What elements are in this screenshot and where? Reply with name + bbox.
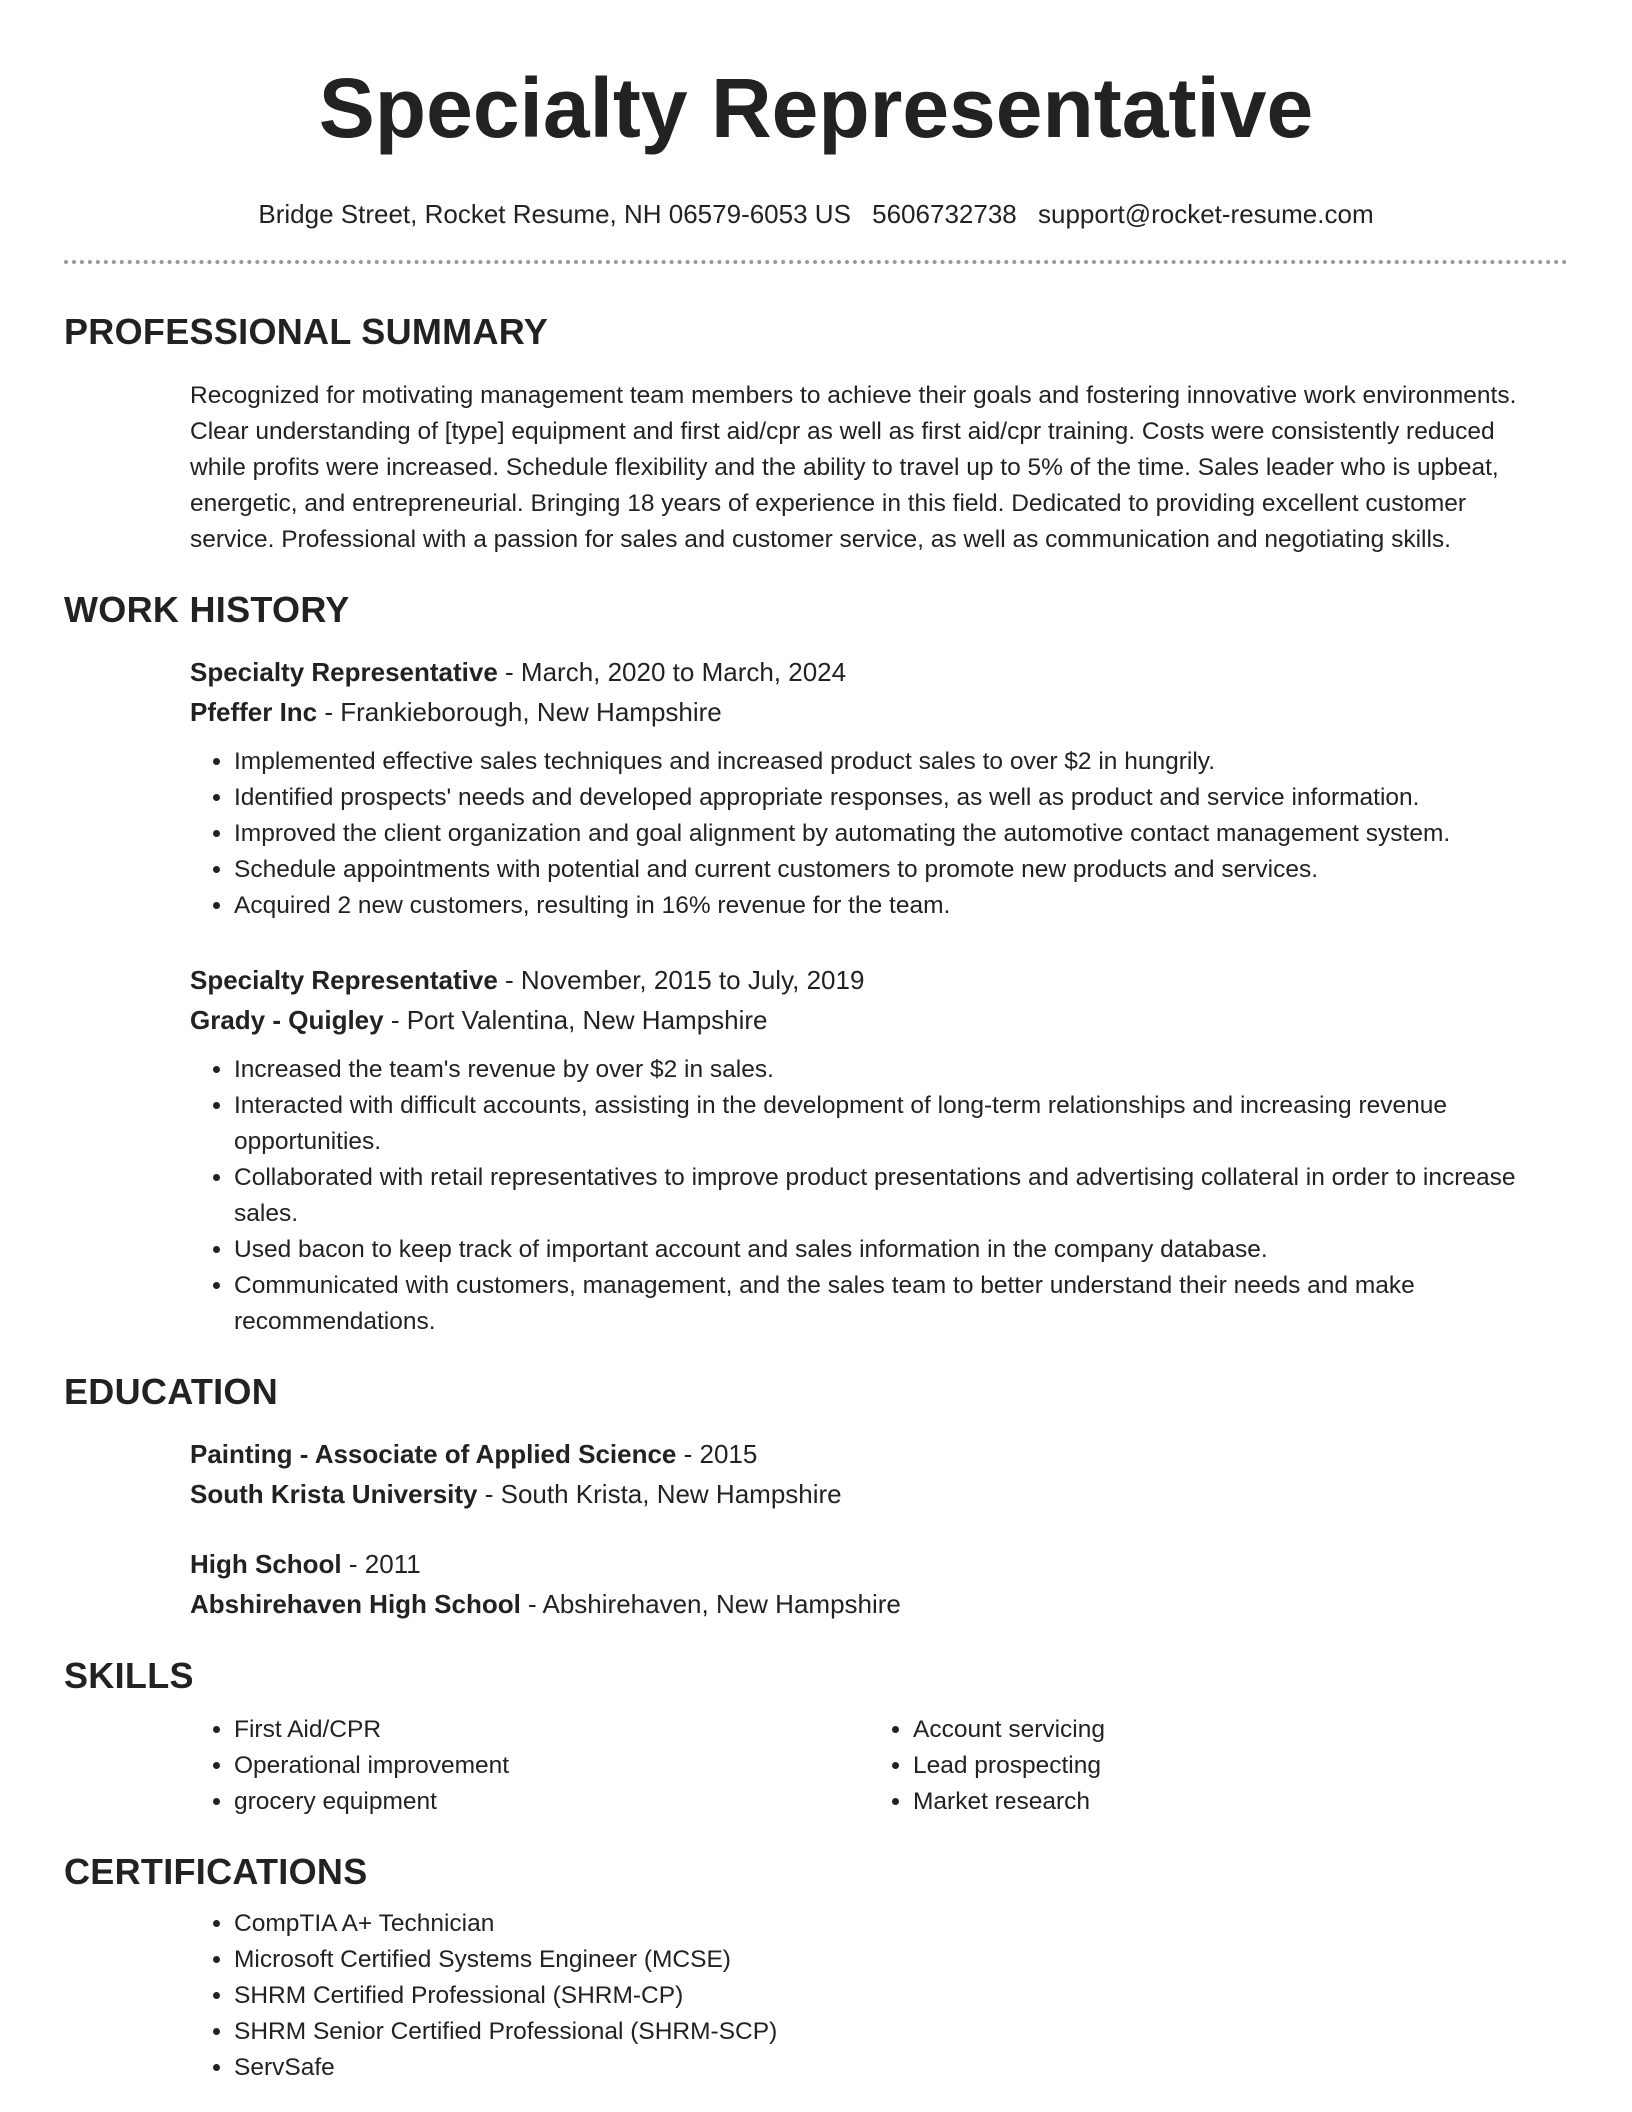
contact-line [64,196,1568,232]
job-dates: - March, 2020 to March, 2024 [497,657,847,687]
education-section [64,1434,1568,1624]
list-item: • Improved the client organization and goal alignment by automating the automotive contact management system. [234,816,1548,852]
list-item: • SHRM Senior Certified Professional (SHRM-SCP) [234,2014,1548,2050]
certifications-section [64,1906,1568,2086]
job-bullets [190,1052,1548,1340]
school-name: South Krista University [190,1479,478,1509]
list-item: • First Aid/CPR [234,1712,869,1748]
job-role: Specialty Representative [190,657,498,687]
job-location: - Frankieborough, New Hampshire [317,697,722,727]
resume-name: Specialty Representative [318,61,1314,155]
skills-grid [190,1712,1548,1820]
certifications-heading: CERTIFICATIONS [64,1851,368,1892]
job-role: Specialty Representative [190,965,498,995]
contact-address: Bridge Street, Rocket Resume, NH 06579-6053 US [258,199,851,229]
list-item: • CompTIA A+ Technician [234,1906,1548,1942]
degree-year: - 2011 [341,1549,421,1579]
list-item: • Collaborated with retail representatives to improve product presentations and advertising collateral in order to increase sales. [234,1160,1548,1232]
school-line [190,1584,1548,1624]
work-history-heading: WORK HISTORY [64,589,350,630]
list-item: • Implemented effective sales techniques and increased product sales to over $2 in hungrily. [234,744,1548,780]
list-item: • Market research [913,1784,1548,1820]
skills-column-left [190,1712,869,1820]
job-title-line [190,652,1548,692]
certifications-list [190,1906,1548,2086]
degree-name: Painting - Associate of Applied Science [190,1439,677,1469]
summary-text: Recognized for motivating management team members to achieve their goals and fostering innovative work environments. Clear understanding of [type] equipment and first aid/cpr as well as first aid/cpr training. Costs were consistently reduced while profits were increased. Schedule flexibility and the ability to travel up to 5% of the time. Sales leader who is upbeat, energetic, and entrepreneurial. Bringing 18 years of experience in this field. Dedicated to providing excellent customer service. Professional with a passion for sales and customer service, as well as communication and negotiating skills. [190,382,1517,553]
contact-email: support@rocket-resume.com [1037,199,1374,229]
header-divider [64,260,1568,264]
job-bullets [190,744,1548,924]
school-line [190,1474,1548,1514]
job-company-line [190,692,1548,732]
list-item: • Used bacon to keep track of important account and sales information in the company database. [234,1232,1548,1268]
education-heading: EDUCATION [64,1371,279,1412]
degree-name: High School [190,1549,342,1579]
list-item: • Microsoft Certified Systems Engineer (MCSE) [234,1942,1548,1978]
job-entry [190,960,1548,1340]
job-dates: - November, 2015 to July, 2019 [497,965,865,995]
list-item: • SHRM Certified Professional (SHRM-CP) [234,1978,1548,2014]
list-item: • grocery equipment [234,1784,869,1820]
list-item: • Interacted with difficult accounts, assisting in the development of long-term relationships and increasing revenue opportunities. [234,1088,1548,1160]
education-entry [190,1544,1548,1624]
school-location: - South Krista, New Hampshire [477,1479,842,1509]
contact-phone: 5606732738 [872,199,1017,229]
skills-section [64,1712,1568,1820]
list-item: • Lead prospecting [913,1748,1548,1784]
skills-list [190,1712,869,1820]
list-item: • Acquired 2 new customers, resulting in 16% revenue for the team. [234,888,1548,924]
job-company-line [190,1000,1548,1040]
skills-column-right [869,1712,1548,1820]
degree-line [190,1544,1548,1584]
job-title-line [190,960,1548,1000]
skills-heading: SKILLS [64,1655,194,1696]
summary-heading: PROFESSIONAL SUMMARY [64,311,549,352]
degree-year: - 2015 [676,1439,758,1469]
list-item: • Account servicing [913,1712,1548,1748]
school-name: Abshirehaven High School [190,1589,521,1619]
list-item: • Increased the team's revenue by over $2 in sales. [234,1052,1548,1088]
education-entry [190,1434,1548,1514]
list-item: • Communicated with customers, management, and the sales team to better understand their needs and make recommendations. [234,1268,1548,1340]
summary-section [64,378,1568,558]
job-location: - Port Valentina, New Hampshire [383,1005,768,1035]
list-item: • Operational improvement [234,1748,869,1784]
list-item: • Identified prospects' needs and developed appropriate responses, as well as product and service information. [234,780,1548,816]
school-location: - Abshirehaven, New Hampshire [520,1589,901,1619]
degree-line [190,1434,1548,1474]
job-company: Grady - Quigley [190,1005,384,1035]
list-item: • Schedule appointments with potential and current customers to promote new products and services. [234,852,1548,888]
list-item: • ServSafe [234,2050,1548,2086]
skills-list [869,1712,1548,1820]
job-company: Pfeffer Inc [190,697,318,727]
job-entry [190,652,1548,924]
work-history-section [64,652,1568,1340]
